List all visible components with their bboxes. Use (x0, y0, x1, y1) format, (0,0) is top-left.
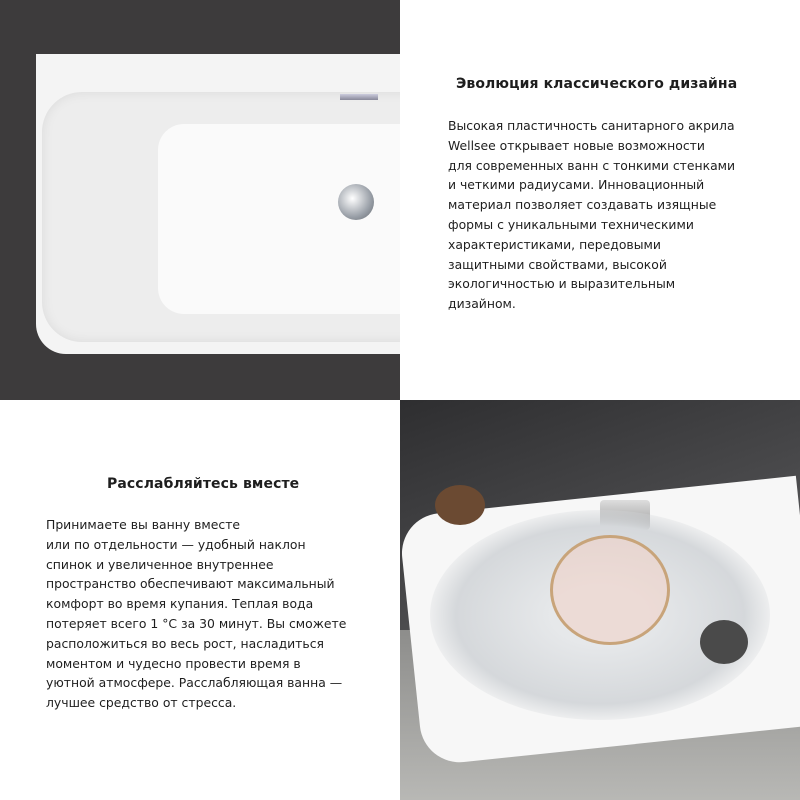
person-woman (435, 485, 485, 525)
text-line: расположиться во весь рост, насладиться (46, 635, 324, 651)
text-line: дизайном. (448, 296, 516, 312)
text-line: уютной атмосфере. Расслабляющая ванна — (46, 675, 343, 691)
text-line: комфорт во время купания. Теплая вода (46, 596, 314, 612)
text-line: моментом и чудесно провести время в (46, 655, 301, 671)
text-line: и четкими радиусами. Инновационный (448, 177, 705, 193)
clock-icon (550, 535, 670, 645)
drain-icon (338, 184, 374, 220)
text-line: Wellsee открывает новые возможности (448, 137, 705, 153)
couple-bath-photo (400, 400, 800, 800)
bathtub-bottom (158, 124, 400, 314)
text-line: Принимаете вы ванну вместе (46, 517, 241, 532)
text-line: или по отдельности — удобный наклон (46, 536, 306, 552)
text-line: характеристиками, передовыми (448, 236, 661, 252)
relax-title: Расслабляйтесь вместе (107, 476, 300, 492)
bathtub-top-view-image (0, 0, 400, 400)
evolution-text (448, 116, 735, 314)
text-line: для современных ванн с тонкими стенками (448, 157, 736, 173)
text-line: Высокая пластичность санитарного акрила (448, 118, 735, 133)
text-line: защитными свойствами, высокой (448, 256, 667, 272)
text-line: формы с уникальными техническими (448, 216, 694, 232)
text-line: потеряет всего 1 °C за 30 минут. Вы сможете (46, 615, 347, 631)
text-line: спинок и увеличенное внутреннее (46, 556, 274, 572)
evolution-title: Эволюция классического дизайна (456, 76, 738, 92)
person-man (700, 620, 748, 664)
text-line: пространство обеспечивают максимальный (46, 576, 335, 592)
relax-text (46, 515, 346, 713)
evolution-section (400, 0, 800, 400)
relax-section (0, 400, 400, 800)
text-line: материал позволяет создавать изящные (448, 197, 717, 213)
text-line: лучшее средство от стресса. (46, 695, 237, 711)
text-line: экологичностью и выразительным (448, 276, 676, 292)
overflow-icon (340, 94, 378, 100)
